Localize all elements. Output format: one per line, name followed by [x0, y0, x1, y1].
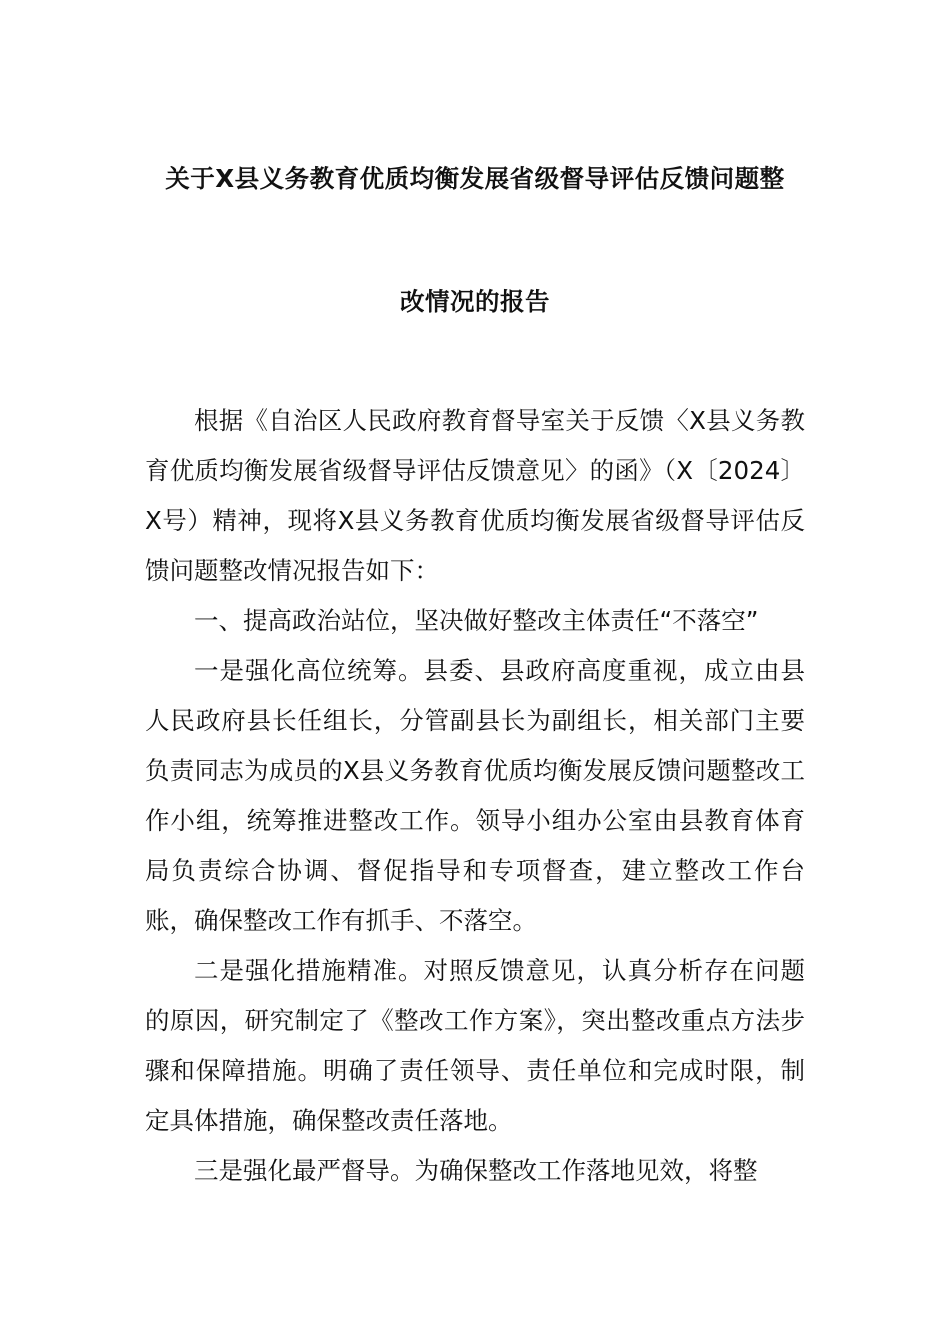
paragraph-point-2: 二是强化措施精准。对照反馈意见，认真分析存在问题的原因，研究制定了《整改工作方案》，突出整改重点方法步骤和保障措施。明确了责任领导、责任单位和完成时限，制定具体措施，确保整改责任落地。	[145, 956, 805, 1135]
section-heading-1: 一、提高政治站位，坚决做好整改主体责任“不落空”	[194, 606, 759, 635]
document-title-line-2: 改情况的报告	[400, 287, 550, 316]
paragraph-intro: 根据《自治区人民政府教育督导室关于反馈〈X县义务教育优质均衡发展省级督导评估反馈意见〉的函》（X〔2024〕X号）精神，现将X县义务教育优质均衡发展省级督导评估反馈问题整改情况报告如下：	[145, 406, 805, 585]
document-body	[145, 396, 805, 1196]
document-title-line-1: 关于X县义务教育优质均衡发展省级督导评估反馈问题整	[165, 164, 785, 193]
paragraph-point-1: 一是强化高位统筹。县委、县政府高度重视，成立由县人民政府县长任组长，分管副县长为副组长，相关部门主要负责同志为成员的X县义务教育优质均衡发展反馈问题整改工作小组，统筹推进整改工作。领导小组办公室由县教育体育局负责综合协调、督促指导和专项督查，建立整改工作台账，确保整改工作有抓手、不落空。	[145, 656, 805, 935]
paragraph-point-3: 三是强化最严督导。为确保整改工作落地见效，将整	[194, 1156, 758, 1185]
